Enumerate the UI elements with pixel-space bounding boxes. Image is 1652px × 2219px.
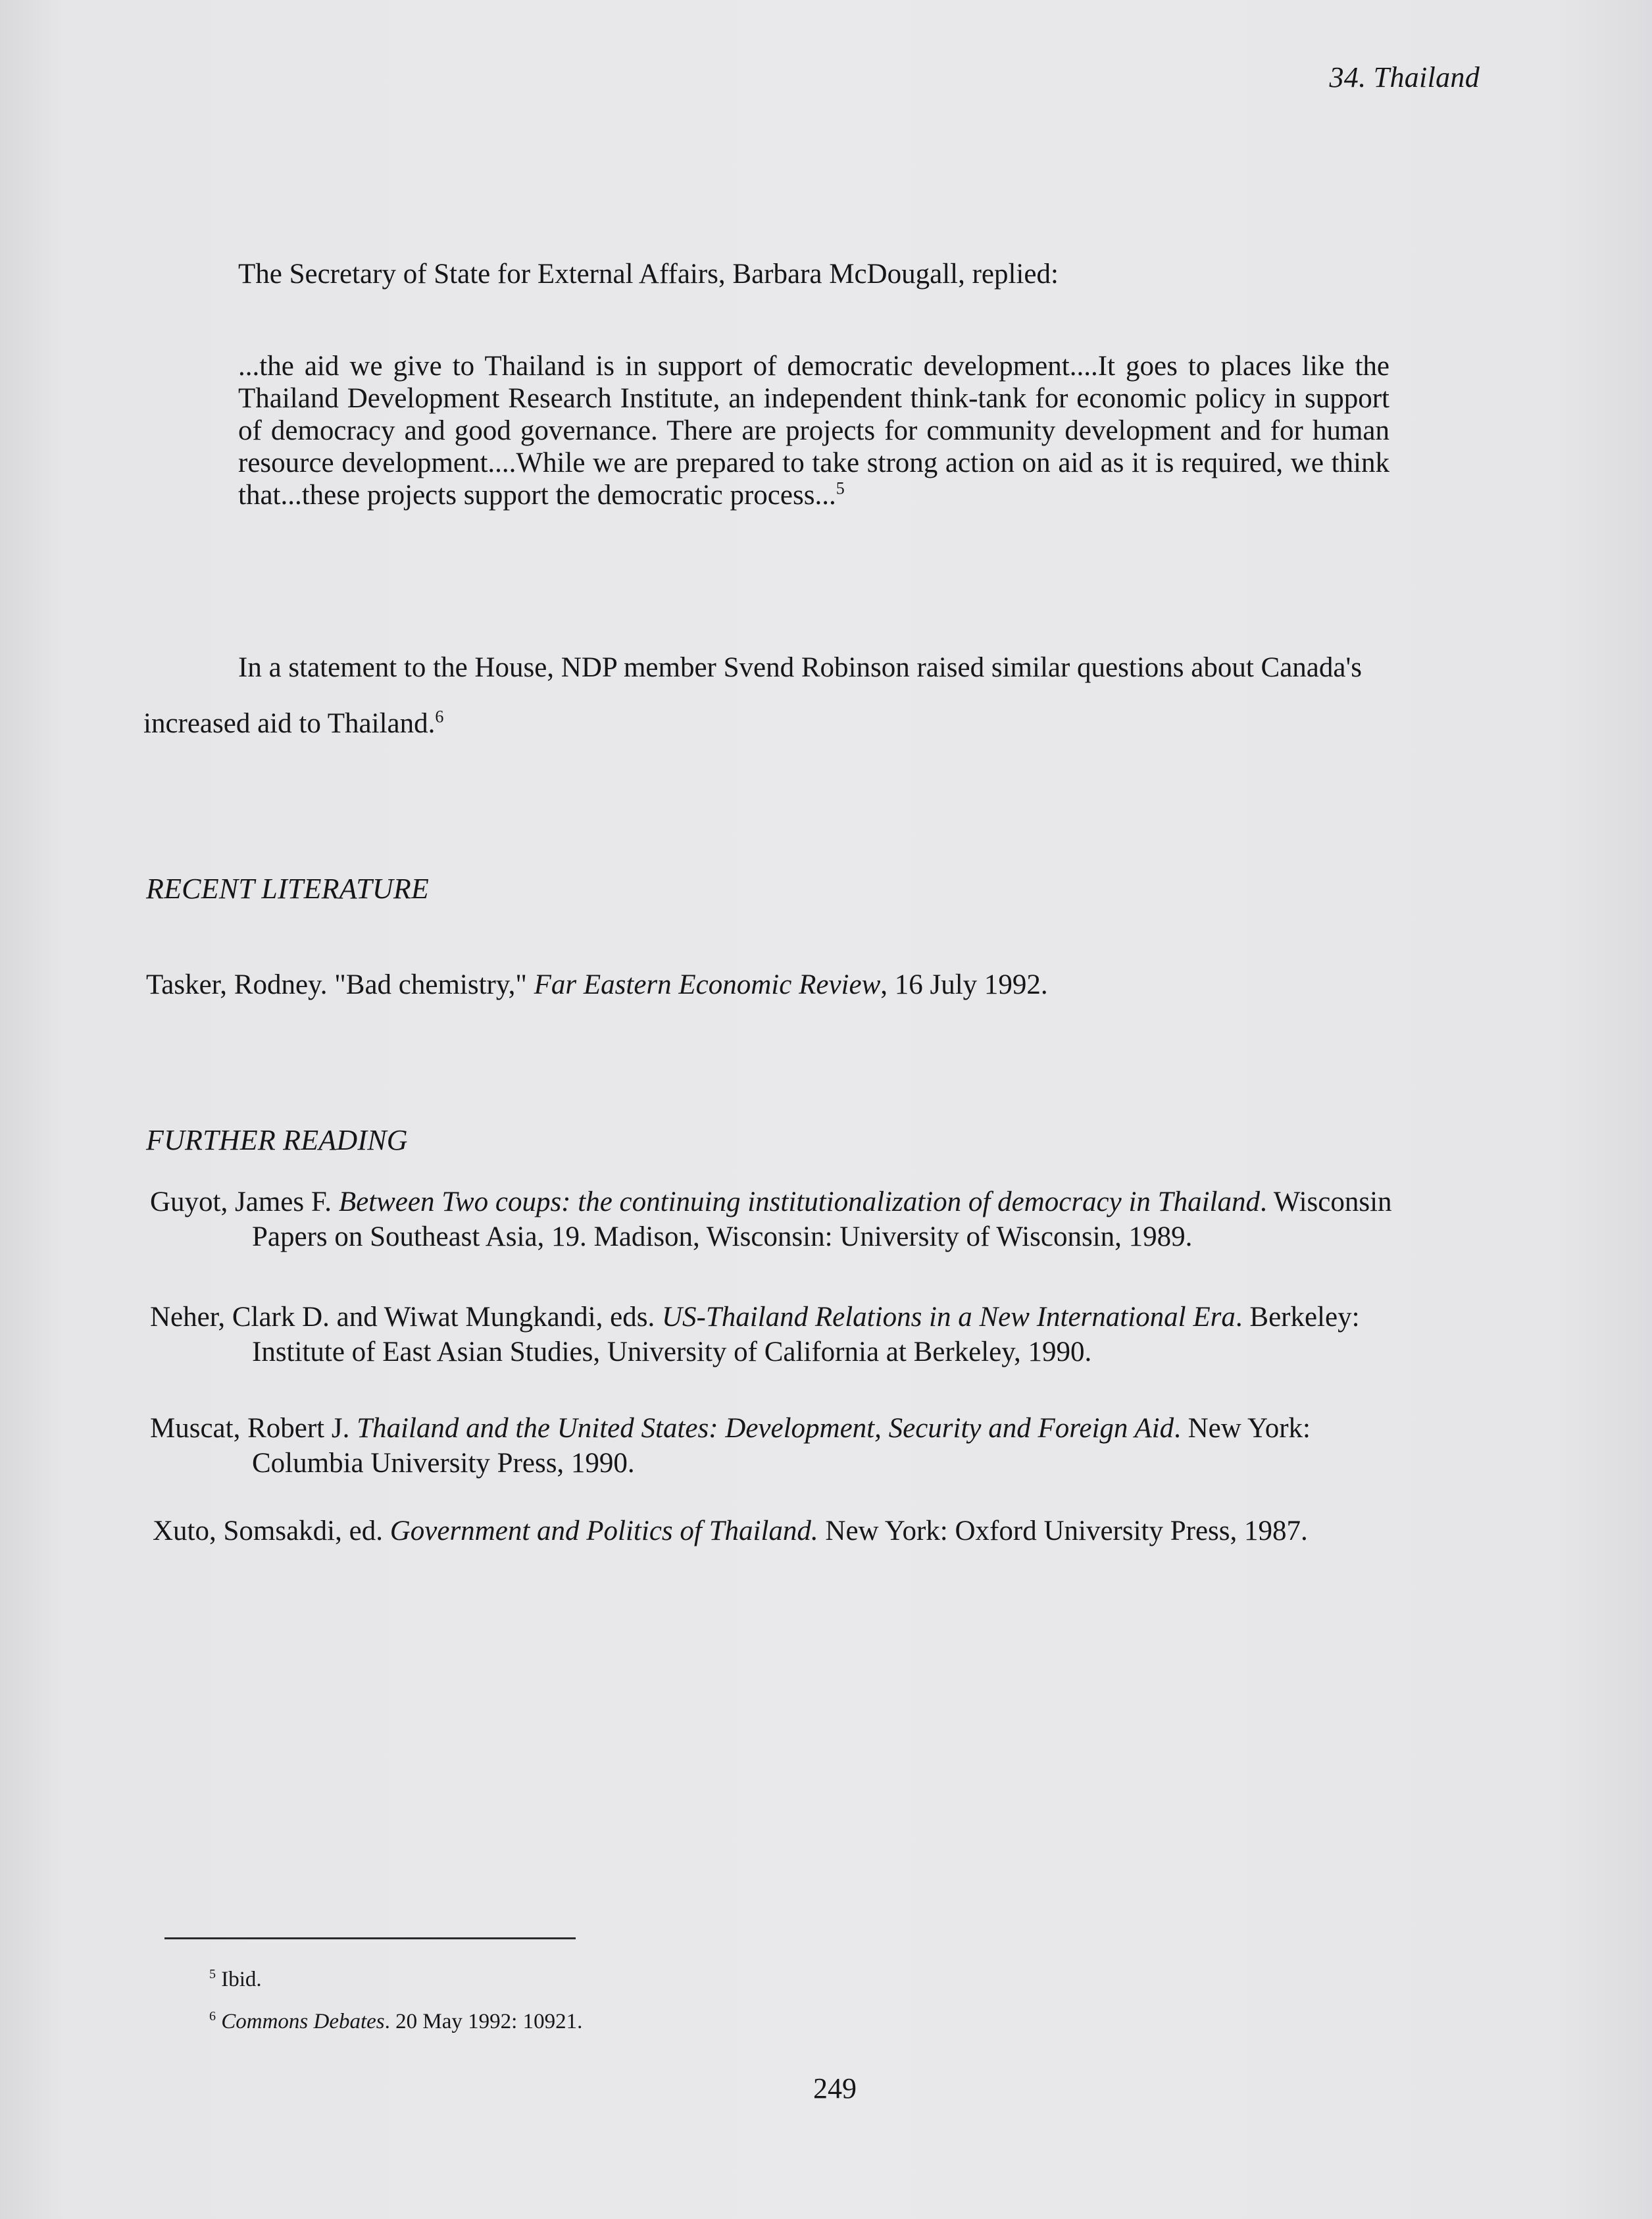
reference-muscat [150, 1411, 1311, 1481]
recent-literature-heading: RECENT LITERATURE [146, 873, 429, 905]
footnote-ref-5: 5 [836, 478, 845, 498]
reference-title: Between Two coups: the continuing institutionalization of democracy in Thailand [338, 1186, 1260, 1217]
reference-continuation: Papers on Southeast Asia, 19. Madison, Wisconsin: University of Wisconsin, 1989. [252, 1221, 1193, 1252]
footnote-5 [209, 1966, 262, 1993]
statement-line-2 [143, 707, 443, 740]
intro-paragraph [238, 258, 1059, 291]
reference-rest: . Berkeley: [1235, 1302, 1360, 1333]
reference-tasker [146, 967, 1048, 1002]
running-head: 34. Thailand [1329, 61, 1480, 93]
reference-title: US-Thailand Relations in a New International Era [661, 1302, 1236, 1333]
footnote-rule [164, 1937, 576, 1939]
footnote-ref-6: 6 [435, 707, 444, 727]
reference-title: Thailand and the United States: Development, Security and Foreign Aid [357, 1413, 1174, 1444]
reference-guyot [150, 1185, 1392, 1254]
footnote-6 [209, 2008, 582, 2035]
reference-author: Neher, Clark D. and Wiwat Mungkandi, eds. [150, 1302, 662, 1333]
further-reading-heading: FURTHER READING [146, 1124, 408, 1156]
quote-text: ...the aid we give to Thailand is in support of democratic development....It goes to places like the Thailand Development Research Institute, an independent think-tank for economic policy in support of democracy and good governance. There are projects for community development and for human resource development....While we are prepared to take strong action on aid as it is required, we think that...these projects support the democratic process... [238, 351, 1389, 511]
reference-author: Guyot, James F. [150, 1186, 339, 1217]
reference-rest: . New York: [1174, 1413, 1311, 1444]
footnote-text: Ibid. [221, 1968, 262, 1991]
block-quote [238, 350, 1389, 511]
intro-text: The Secretary of State for External Affairs, Barbara McDougall, replied: [238, 259, 1059, 290]
statement-text-1: In a statement to the House, NDP member Svend Robinson raised similar questions about Canada's [238, 652, 1362, 683]
reference-rest: , 16 July 1992. [880, 969, 1048, 1000]
footnote-number: 6 [209, 2009, 216, 2024]
reference-continuation: Institute of East Asian Studies, University of California at Berkeley, 1990. [252, 1337, 1092, 1367]
statement-line-1 [238, 651, 1362, 684]
reference-author: Tasker, Rodney. "Bad chemistry," [146, 969, 534, 1000]
footnote-number: 5 [209, 1967, 216, 1981]
reference-rest: . Wisconsin [1259, 1186, 1392, 1217]
reference-neher [150, 1300, 1360, 1369]
footnote-text: . 20 May 1992: 10921. [384, 2010, 583, 2033]
reference-rest: New York: Oxford University Press, 1987. [818, 1516, 1308, 1546]
reference-title: Far Eastern Economic Review [534, 969, 881, 1000]
reference-author: Muscat, Robert J. [150, 1413, 357, 1444]
reference-xuto [153, 1514, 1308, 1548]
reference-author: Xuto, Somsakdi, ed. [153, 1516, 390, 1546]
footnote-source-title: Commons Debates [221, 2010, 385, 2033]
reference-continuation: Columbia University Press, 1990. [252, 1448, 635, 1479]
page-number: 249 [813, 2072, 857, 2104]
statement-text-2: increased aid to Thailand. [143, 708, 436, 739]
reference-title: Government and Politics of Thailand. [389, 1516, 818, 1546]
